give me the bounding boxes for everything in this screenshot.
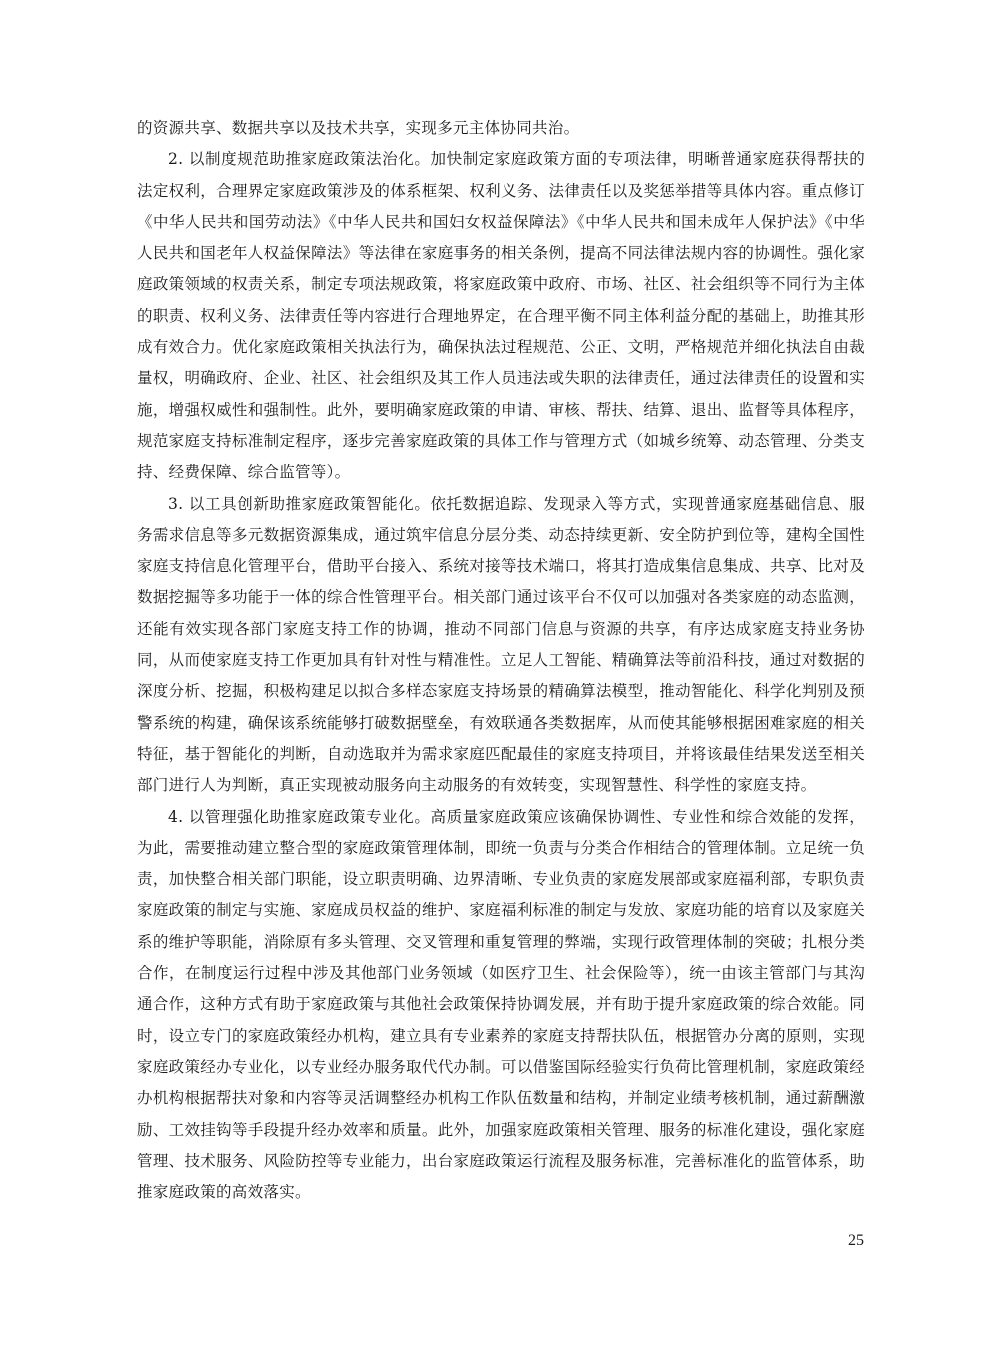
paragraph-continuation: 的资源共享、数据共享以及技术共享，实现多元主体协同共治。	[137, 119, 580, 137]
paragraph-legal-institutionalization: 2. 以制度规范助推家庭政策法治化。加快制定家庭政策方面的专项法律，明晰普通家庭获得帮扶的法定权利，合理界定家庭政策涉及的体系框架、权利义务、法律责任以及奖惩举措等具体内容。重点修订《中华人民共和国劳动法》《中华人民共和国妇女权益保障法》《中华人民共和国未成年人保护法》《中华人民共和国老年人权益保障法》等法律在家庭事务的相关条例，提高不同法律法规内容的协调性。强化家庭政策领域的权责关系，制定专项法规政策，将家庭政策中政府、市场、社区、社会组织等不同行为主体的职责、权利义务、法律责任等内容进行合理地界定，在合理平衡不同主体利益分配的基础上，助推其形成有效合力。优化家庭政策相关执法行为，确保执法过程规范、公正、文明，严格规范并细化执法自由裁量权，明确政府、企业、社区、社会组织及其工作人员违法或失职的法律责任，通过法律责任的设置和实施，增强权威性和强制性。此外，要明确家庭政策的申请、审核、帮扶、结算、退出、监督等具体程序，规范家庭支持标准制定程序，逐步完善家庭政策的具体工作与管理方式（如城乡统筹、动态管理、分类支持、经费保障、综合监管等）。	[137, 150, 865, 482]
page-body	[137, 113, 865, 1208]
paragraph-management-specialization: 4. 以管理强化助推家庭政策专业化。高质量家庭政策应该确保协调性、专业性和综合效能的发挥，为此，需要推动建立整合型的家庭政策管理体制，即统一负责与分类合作相结合的管理体制。立足统一负责，加快整合相关部门职能，设立职责明确、边界清晰、专业负责的家庭发展部或家庭福利部，专职负责家庭政策的制定与实施、家庭成员权益的维护、家庭福利标准的制定与发放、家庭功能的培育以及家庭关系的维护等职能，消除原有多头管理、交叉管理和重复管理的弊端，实现行政管理体制的突破；扎根分类合作，在制度运行过程中涉及其他部门业务领域（如医疗卫生、社会保险等），统一由该主管部门与其沟通合作，这种方式有助于家庭政策与其他社会政策保持协调发展，并有助于提升家庭政策的综合效能。同时，设立专门的家庭政策经办机构，建立具有专业素养的家庭支持帮扶队伍，根据管办分离的原则，实现家庭政策经办专业化，以专业经办服务取代代办制。可以借鉴国际经验实行负荷比管理机制，家庭政策经办机构根据帮扶对象和内容等灵活调整经办机构工作队伍数量和结构，并制定业绩考核机制，通过薪酬激励、工效挂钩等手段提升经办效率和质量。此外，加强家庭政策相关管理、服务的标准化建设，强化家庭管理、技术服务、风险防控等专业能力，出台家庭政策运行流程及服务标准，完善标准化的监管体系，助推家庭政策的高效落实。	[137, 807, 865, 1202]
page-number: 25	[848, 1232, 864, 1249]
paragraph-tool-innovation: 3. 以工具创新助推家庭政策智能化。依托数据追踪、发现录入等方式，实现普通家庭基础信息、服务需求信息等多元数据资源集成，通过筑牢信息分层分类、动态持续更新、安全防护到位等，建构全国性家庭支持信息化管理平台，借助平台接入、系统对接等技术端口，将其打造成集信息集成、共享、比对及数据挖掘等多功能于一体的综合性管理平台。相关部门通过该平台不仅可以加强对各类家庭的动态监测，还能有效实现各部门家庭支持工作的协调，推动不同部门信息与资源的共享，有序达成家庭支持业务协同，从而使家庭支持工作更加具有针对性与精准性。立足人工智能、精确算法等前沿科技，通过对数据的深度分析、挖掘，积极构建足以拟合多样态家庭支持场景的精确算法模型，推动智能化、科学化判别及预警系统的构建，确保该系统能够打破数据壁垒，有效联通各类数据库，从而使其能够根据困难家庭的相关特征，基于智能化的判断，自动选取并为需求家庭匹配最佳的家庭支持项目，并将该最佳结果发送至相关部门进行人为判断，真正实现被动服务向主动服务的有效转变，实现智慧性、科学性的家庭支持。	[137, 494, 865, 795]
